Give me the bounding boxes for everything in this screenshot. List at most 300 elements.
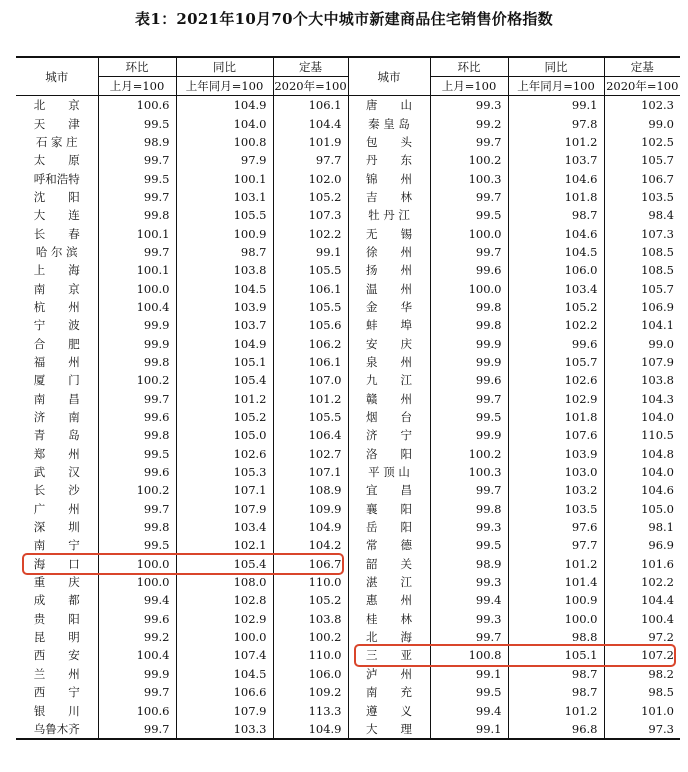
index-dj: 102.7 xyxy=(273,445,348,463)
city-name: 武 汉 xyxy=(33,465,80,480)
index-hb: 99.4 xyxy=(430,591,508,609)
index-hb: 99.3 xyxy=(430,573,508,591)
index-dj: 107.3 xyxy=(604,224,680,242)
index-dj: 104.9 xyxy=(273,518,348,536)
index-hb: 100.2 xyxy=(430,445,508,463)
city-name: 湛 江 xyxy=(348,573,430,591)
index-tb: 104.9 xyxy=(176,96,273,115)
index-dj: 106.7 xyxy=(273,555,348,573)
index-tb: 103.0 xyxy=(508,463,604,481)
city-name: 无 锡 xyxy=(348,224,430,242)
index-dj: 101.0 xyxy=(604,701,680,719)
index-hb: 99.6 xyxy=(98,463,176,481)
header-hb-left: 环比 xyxy=(98,57,176,77)
index-hb: 99.1 xyxy=(430,665,508,683)
index-dj: 104.4 xyxy=(604,591,680,609)
index-tb: 98.7 xyxy=(508,206,604,224)
header-city-right: 城市 xyxy=(348,57,430,96)
city-name: 福 州 xyxy=(33,354,80,369)
table-row xyxy=(16,279,680,297)
header-tb-base-left: 上年同月=100 xyxy=(176,77,273,96)
index-dj: 106.1 xyxy=(273,353,348,371)
index-tb: 103.4 xyxy=(176,518,273,536)
index-tb: 106.0 xyxy=(508,261,604,279)
highlight-box xyxy=(354,644,676,666)
index-tb: 100.9 xyxy=(176,224,273,242)
table-row xyxy=(16,151,680,169)
index-hb: 100.0 xyxy=(430,224,508,242)
city-name: 惠 州 xyxy=(348,591,430,609)
index-dj: 97.3 xyxy=(604,720,680,739)
index-dj: 105.6 xyxy=(273,316,348,334)
index-tb: 99.6 xyxy=(508,334,604,352)
index-tb: 103.2 xyxy=(508,481,604,499)
index-hb: 100.8 xyxy=(430,646,508,664)
index-hb: 99.5 xyxy=(430,408,508,426)
city-name: 济 宁 xyxy=(348,426,430,444)
index-hb: 99.5 xyxy=(98,169,176,187)
index-hb: 100.0 xyxy=(430,279,508,297)
index-dj: 106.0 xyxy=(273,665,348,683)
city-name: 金 华 xyxy=(348,298,430,316)
index-dj: 105.7 xyxy=(604,279,680,297)
header-dj-base-left: 2020年=100 xyxy=(273,77,348,96)
index-tb: 105.5 xyxy=(176,206,273,224)
index-dj: 102.2 xyxy=(604,573,680,591)
table-row xyxy=(16,243,680,261)
city-name: 遵 义 xyxy=(348,701,430,719)
city-name: 泉 州 xyxy=(348,353,430,371)
index-tb: 106.6 xyxy=(176,683,273,701)
table-row xyxy=(16,500,680,518)
city-name: 石 家 庄 xyxy=(35,134,78,149)
index-dj: 102.0 xyxy=(273,169,348,187)
index-hb: 99.8 xyxy=(430,298,508,316)
header-hb-right: 环比 xyxy=(430,57,508,77)
index-tb: 108.0 xyxy=(176,573,273,591)
city-name: 南 宁 xyxy=(33,538,80,553)
index-tb: 105.0 xyxy=(176,426,273,444)
table-row xyxy=(16,206,680,224)
header-city-left: 城市 xyxy=(16,57,98,96)
index-dj: 105.2 xyxy=(273,591,348,609)
index-tb: 101.2 xyxy=(508,555,604,573)
table-row xyxy=(16,390,680,408)
index-hb: 99.3 xyxy=(430,96,508,115)
index-dj: 101.2 xyxy=(273,390,348,408)
city-name: 天 津 xyxy=(33,116,80,131)
city-name: 宁 波 xyxy=(33,318,80,333)
index-hb: 99.6 xyxy=(98,610,176,628)
city-name: 上 海 xyxy=(33,263,80,278)
city-name: 韶 关 xyxy=(348,555,430,573)
index-tb: 105.4 xyxy=(176,371,273,389)
index-dj: 105.0 xyxy=(604,500,680,518)
index-tb: 105.2 xyxy=(176,408,273,426)
table-title: 表1：2021年10月70个大中城市新建商品住宅销售价格指数 xyxy=(135,10,553,28)
index-dj: 106.1 xyxy=(273,96,348,115)
index-tb: 102.6 xyxy=(508,371,604,389)
table-row xyxy=(16,298,680,316)
index-tb: 97.9 xyxy=(176,151,273,169)
index-tb: 104.6 xyxy=(508,169,604,187)
city-name: 温 州 xyxy=(348,279,430,297)
index-tb: 98.8 xyxy=(508,628,604,646)
index-hb: 99.9 xyxy=(430,353,508,371)
city-name: 西 安 xyxy=(33,648,80,663)
index-tb: 107.9 xyxy=(176,500,273,518)
index-hb: 100.6 xyxy=(98,701,176,719)
index-tb: 99.1 xyxy=(508,96,604,115)
index-dj: 98.4 xyxy=(604,206,680,224)
index-dj: 98.5 xyxy=(604,683,680,701)
index-tb: 96.8 xyxy=(508,720,604,739)
city-name: 牡 丹 江 xyxy=(348,206,430,224)
city-name: 成 都 xyxy=(33,593,80,608)
index-hb: 100.2 xyxy=(430,151,508,169)
table-row xyxy=(16,683,680,701)
index-dj: 99.1 xyxy=(273,243,348,261)
index-dj: 97.7 xyxy=(273,151,348,169)
index-tb: 105.3 xyxy=(176,463,273,481)
index-tb: 104.9 xyxy=(176,334,273,352)
header-tb-base-right: 上年同月=100 xyxy=(508,77,604,96)
index-dj: 109.9 xyxy=(273,500,348,518)
city-name: 厦 门 xyxy=(33,373,80,388)
city-name: 南 京 xyxy=(33,281,80,296)
table-row xyxy=(16,133,680,151)
index-tb: 103.9 xyxy=(176,298,273,316)
index-dj: 104.8 xyxy=(604,445,680,463)
index-dj: 102.2 xyxy=(273,224,348,242)
index-hb: 99.7 xyxy=(98,683,176,701)
index-hb: 100.0 xyxy=(98,573,176,591)
index-tb: 107.6 xyxy=(508,426,604,444)
index-dj: 101.6 xyxy=(604,555,680,573)
city-name: 岳 阳 xyxy=(348,518,430,536)
city-name: 昆 明 xyxy=(33,630,80,645)
city-name: 兰 州 xyxy=(33,666,80,681)
city-name: 济 南 xyxy=(33,410,80,425)
index-tb: 103.8 xyxy=(176,261,273,279)
index-dj: 102.3 xyxy=(604,96,680,115)
city-name: 常 德 xyxy=(348,536,430,554)
index-hb: 99.6 xyxy=(430,371,508,389)
city-name: 海 口 xyxy=(33,556,80,571)
index-hb: 99.6 xyxy=(430,261,508,279)
city-name: 秦 皇 岛 xyxy=(348,114,430,132)
index-dj: 106.1 xyxy=(273,279,348,297)
city-name: 平 顶 山 xyxy=(348,463,430,481)
table-row xyxy=(16,445,680,463)
index-dj: 98.1 xyxy=(604,518,680,536)
city-name: 北 海 xyxy=(348,628,430,646)
table-row xyxy=(16,426,680,444)
index-tb: 104.6 xyxy=(508,224,604,242)
city-name: 贵 阳 xyxy=(33,611,80,626)
index-hb: 99.8 xyxy=(98,518,176,536)
index-hb: 99.7 xyxy=(430,481,508,499)
index-dj: 108.5 xyxy=(604,261,680,279)
index-hb: 100.4 xyxy=(98,646,176,664)
index-hb: 99.5 xyxy=(98,536,176,554)
index-hb: 99.8 xyxy=(98,353,176,371)
table-row xyxy=(16,701,680,719)
city-name: 呼和浩特 xyxy=(33,171,80,186)
city-name: 三 亚 xyxy=(348,646,430,664)
index-hb: 99.7 xyxy=(98,390,176,408)
index-dj: 107.9 xyxy=(604,353,680,371)
index-dj: 106.4 xyxy=(273,426,348,444)
highlight-box xyxy=(22,553,344,575)
index-dj: 103.5 xyxy=(604,188,680,206)
index-hb: 100.3 xyxy=(430,463,508,481)
index-hb: 99.7 xyxy=(98,188,176,206)
index-dj: 99.0 xyxy=(604,334,680,352)
table-row xyxy=(16,610,680,628)
city-name: 扬 州 xyxy=(348,261,430,279)
index-dj: 106.2 xyxy=(273,334,348,352)
index-hb: 100.4 xyxy=(98,298,176,316)
index-tb: 100.0 xyxy=(176,628,273,646)
table-row xyxy=(16,353,680,371)
city-name: 太 原 xyxy=(33,153,80,168)
table-row xyxy=(16,224,680,242)
index-tb: 102.9 xyxy=(508,390,604,408)
city-name: 宜 昌 xyxy=(348,481,430,499)
table-row xyxy=(16,96,680,115)
index-tb: 105.7 xyxy=(508,353,604,371)
index-dj: 97.2 xyxy=(604,628,680,646)
city-name: 锦 州 xyxy=(348,169,430,187)
index-hb: 99.4 xyxy=(98,591,176,609)
index-hb: 99.8 xyxy=(430,316,508,334)
index-tb: 105.1 xyxy=(176,353,273,371)
index-dj: 104.0 xyxy=(604,463,680,481)
index-dj: 107.2 xyxy=(604,646,680,664)
index-dj: 110.5 xyxy=(604,426,680,444)
table-row xyxy=(16,188,680,206)
index-dj: 105.2 xyxy=(273,188,348,206)
index-dj: 107.3 xyxy=(273,206,348,224)
index-tb: 100.1 xyxy=(176,169,273,187)
index-hb: 98.9 xyxy=(430,555,508,573)
index-tb: 100.8 xyxy=(176,133,273,151)
index-tb: 101.2 xyxy=(176,390,273,408)
index-hb: 100.2 xyxy=(98,481,176,499)
index-dj: 104.1 xyxy=(604,316,680,334)
index-hb: 99.9 xyxy=(98,316,176,334)
table-row xyxy=(16,536,680,554)
index-tb: 101.8 xyxy=(508,188,604,206)
index-dj: 105.5 xyxy=(273,261,348,279)
table-row xyxy=(16,408,680,426)
city-name: 郑 州 xyxy=(33,446,80,461)
index-hb: 100.3 xyxy=(430,169,508,187)
index-dj: 103.8 xyxy=(273,610,348,628)
city-name: 桂 林 xyxy=(348,610,430,628)
table-row xyxy=(16,169,680,187)
index-dj: 107.0 xyxy=(273,371,348,389)
table-row xyxy=(16,573,680,591)
index-tb: 101.8 xyxy=(508,408,604,426)
index-tb: 101.2 xyxy=(508,133,604,151)
city-name: 银 川 xyxy=(33,703,80,718)
city-name: 襄 阳 xyxy=(348,500,430,518)
index-hb: 99.2 xyxy=(98,628,176,646)
index-hb: 99.7 xyxy=(98,500,176,518)
city-name: 洛 阳 xyxy=(348,445,430,463)
index-dj: 102.5 xyxy=(604,133,680,151)
index-tb: 105.2 xyxy=(508,298,604,316)
index-dj: 96.9 xyxy=(604,536,680,554)
index-tb: 107.4 xyxy=(176,646,273,664)
index-dj: 106.9 xyxy=(604,298,680,316)
index-tb: 102.1 xyxy=(176,536,273,554)
index-hb: 100.1 xyxy=(98,224,176,242)
index-hb: 100.0 xyxy=(98,555,176,573)
index-tb: 105.4 xyxy=(176,555,273,573)
city-name: 乌鲁木齐 xyxy=(16,720,98,739)
index-tb: 97.8 xyxy=(508,114,604,132)
city-name: 烟 台 xyxy=(348,408,430,426)
index-tb: 100.9 xyxy=(508,591,604,609)
city-name: 广 州 xyxy=(33,501,80,516)
city-name: 南 昌 xyxy=(33,391,80,406)
city-name: 包 头 xyxy=(348,133,430,151)
city-name: 北 京 xyxy=(33,98,80,113)
index-hb: 99.4 xyxy=(430,701,508,719)
index-tb: 102.8 xyxy=(176,591,273,609)
table-row xyxy=(16,665,680,683)
index-hb: 99.5 xyxy=(430,206,508,224)
city-name: 哈 尔 滨 xyxy=(35,244,78,259)
city-name: 大 理 xyxy=(348,720,430,739)
index-hb: 99.5 xyxy=(98,445,176,463)
city-name: 唐 山 xyxy=(348,96,430,115)
index-dj: 110.0 xyxy=(273,573,348,591)
index-tb: 103.3 xyxy=(176,720,273,739)
table-row xyxy=(16,518,680,536)
index-tb: 102.6 xyxy=(176,445,273,463)
index-hb: 100.6 xyxy=(98,96,176,115)
index-dj: 104.4 xyxy=(273,114,348,132)
city-name: 南 充 xyxy=(348,683,430,701)
header-dj-right: 定基 xyxy=(604,57,680,77)
table-row xyxy=(16,481,680,499)
index-tb: 102.9 xyxy=(176,610,273,628)
index-hb: 99.2 xyxy=(430,114,508,132)
city-name: 泸 州 xyxy=(348,665,430,683)
index-hb: 99.7 xyxy=(430,133,508,151)
index-hb: 99.7 xyxy=(98,151,176,169)
index-hb: 99.9 xyxy=(98,334,176,352)
header-hb-base-right: 上月=100 xyxy=(430,77,508,96)
index-tb: 104.5 xyxy=(176,665,273,683)
header-hb-base-left: 上月=100 xyxy=(98,77,176,96)
index-tb: 103.7 xyxy=(176,316,273,334)
index-tb: 97.6 xyxy=(508,518,604,536)
city-name: 西 宁 xyxy=(33,685,80,700)
index-dj: 113.3 xyxy=(273,701,348,719)
index-hb: 99.8 xyxy=(98,206,176,224)
index-dj: 104.9 xyxy=(273,720,348,739)
index-hb: 99.9 xyxy=(430,334,508,352)
index-hb: 99.5 xyxy=(430,683,508,701)
index-tb: 100.0 xyxy=(508,610,604,628)
index-tb: 107.9 xyxy=(176,701,273,719)
table-row xyxy=(16,114,680,132)
header-dj-base-right: 2020年=100 xyxy=(604,77,680,96)
city-name: 吉 林 xyxy=(348,188,430,206)
city-name: 合 肥 xyxy=(33,336,80,351)
index-tb: 104.5 xyxy=(176,279,273,297)
city-name: 深 圳 xyxy=(33,520,80,535)
index-dj: 108.9 xyxy=(273,481,348,499)
index-tb: 102.2 xyxy=(508,316,604,334)
city-name: 九 江 xyxy=(348,371,430,389)
index-dj: 103.8 xyxy=(604,371,680,389)
index-tb: 103.1 xyxy=(176,188,273,206)
city-name: 丹 东 xyxy=(348,151,430,169)
index-tb: 107.1 xyxy=(176,481,273,499)
index-tb: 103.5 xyxy=(508,500,604,518)
index-hb: 99.5 xyxy=(98,114,176,132)
index-hb: 99.7 xyxy=(430,243,508,261)
index-hb: 99.9 xyxy=(98,665,176,683)
index-dj: 104.6 xyxy=(604,481,680,499)
city-name: 大 连 xyxy=(33,208,80,223)
index-hb: 99.7 xyxy=(430,188,508,206)
index-dj: 105.7 xyxy=(604,151,680,169)
city-name: 赣 州 xyxy=(348,390,430,408)
index-dj: 101.9 xyxy=(273,133,348,151)
city-name: 安 庆 xyxy=(348,334,430,352)
index-tb: 98.7 xyxy=(508,665,604,683)
table-row xyxy=(16,316,680,334)
index-tb: 104.5 xyxy=(508,243,604,261)
index-hb: 99.8 xyxy=(98,426,176,444)
header-tb-left: 同比 xyxy=(176,57,273,77)
index-dj: 105.5 xyxy=(273,298,348,316)
header-tb-right: 同比 xyxy=(508,57,604,77)
index-hb: 100.1 xyxy=(98,261,176,279)
index-hb: 99.8 xyxy=(430,500,508,518)
index-tb: 98.7 xyxy=(508,683,604,701)
index-hb: 99.3 xyxy=(430,610,508,628)
city-name: 长 沙 xyxy=(33,483,80,498)
index-dj: 108.5 xyxy=(604,243,680,261)
index-tb: 97.7 xyxy=(508,536,604,554)
index-dj: 105.5 xyxy=(273,408,348,426)
index-hb: 99.7 xyxy=(430,390,508,408)
city-name: 重 庆 xyxy=(33,575,80,590)
city-name: 杭 州 xyxy=(33,299,80,314)
index-hb: 99.6 xyxy=(98,408,176,426)
city-name: 长 春 xyxy=(33,226,80,241)
table-row xyxy=(16,591,680,609)
table-row xyxy=(16,261,680,279)
index-hb: 100.2 xyxy=(98,371,176,389)
header-dj-left: 定基 xyxy=(273,57,348,77)
index-dj: 99.0 xyxy=(604,114,680,132)
index-dj: 104.2 xyxy=(273,536,348,554)
index-hb: 99.7 xyxy=(98,720,176,739)
index-hb: 100.0 xyxy=(98,279,176,297)
table-row xyxy=(16,463,680,481)
index-tb: 104.0 xyxy=(176,114,273,132)
index-dj: 100.2 xyxy=(273,628,348,646)
